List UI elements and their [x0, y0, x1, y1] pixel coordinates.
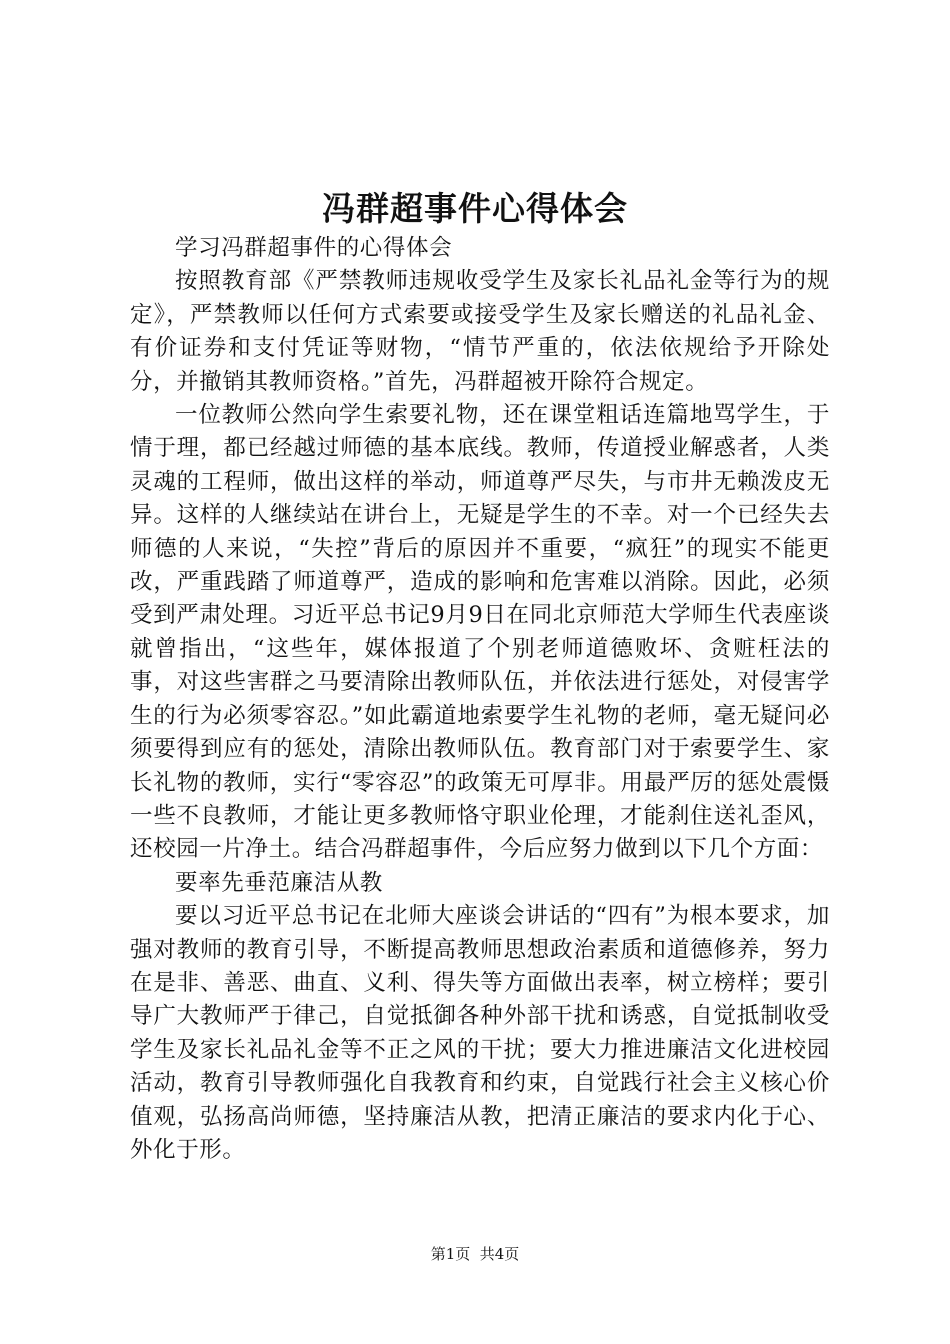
body-paragraph: 要以习近平总书记在北师大座谈会讲话的“四有”为根本要求，加强对教师的教育引导，不断提高教师思想政治素质和道德修养，努力在是非、善恶、曲直、义利、得失等方面做出表率，树立榜样；要引导广大教师严于律己，自觉抵御各种外部干扰和诱惑，自觉抵制收受学生及家长礼品礼金等不正之风的干扰；要大力推进廉洁文化进校园活动，教育引导教师强化自我教育和约束，自觉践行社会主义核心价值观，弘扬高尚师德，坚持廉洁从教，把清正廉洁的要求内化于心、外化于形。: [130, 903, 830, 1163]
page-number-label: 第1页 共4页: [430, 1245, 520, 1263]
body-paragraph: 一位教师公然向学生索要礼物，还在课堂粗话连篇地骂学生，于情于理，都已经越过师德的基本底线。教师，传道授业解惑者，人类灵魂的工程师，做出这样的举动，师道尊严尽失，与市井无赖泼皮无异。这样的人继续站在讲台上，无疑是学生的不幸。对一个已经失去师德的人来说，“失控”背后的原因并不重要，“疯狂”的现实不能更改，严重践踏了师道尊严，造成的影响和危害难以消除。因此，必须受到严肃处理。习近平总书记9月9日在同北京师范大学师生代表座谈就曾指出，“这些年，媒体报道了个别老师道德败坏、贪赃枉法的事，对这些害群之马要清除出教师队伍，并依法进行惩处，对侵害学生的行为必须零容忍。”如此霸道地索要学生礼物的老师，毫无疑问必须要得到应有的惩处，清除出教师队伍。教育部门对于索要学生、家长礼物的教师，实行“零容忍”的政策无可厚非。用最严厉的惩处震慑一些不良教师，才能让更多教师恪守职业伦理，才能刹住送礼歪风，还校园一片净土。结合冯群超事件，今后应努力做到以下几个方面：: [130, 402, 830, 863]
subtitle-paragraph: 学习冯群超事件的心得体会: [175, 235, 453, 261]
section-heading: 要率先垂范廉洁从教: [175, 869, 383, 896]
body-paragraph: 按照教育部《严禁教师违规收受学生及家长礼品礼金等行为的规定》，严禁教师以任何方式索要或接受学生及家长赠送的礼品礼金、有价证券和支付凭证等财物，“情节严重的，依法依规给予开除处分，并撤销其教师资格。”首先，冯群超被开除符合规定。: [130, 268, 830, 395]
document-body: [130, 232, 830, 1167]
page-footer: [0, 1244, 950, 1264]
document-title: 冯群超事件心得体会: [322, 189, 628, 228]
